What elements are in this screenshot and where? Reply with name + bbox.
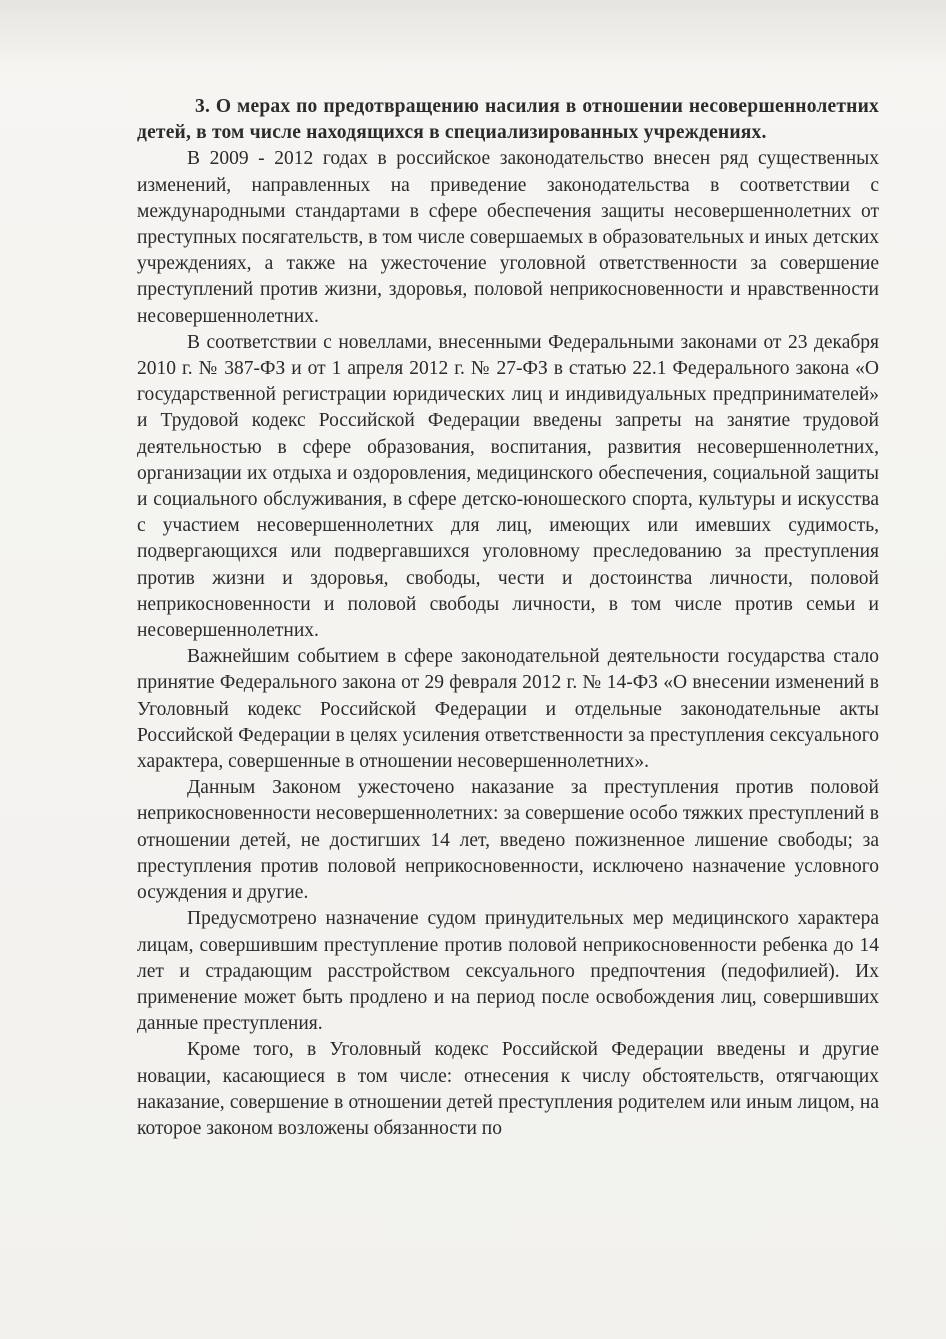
paragraph-6: Кроме того, в Уголовный кодекс Российской Федерации введены и другие новации, касающиеся в том числе: отнесения к числу обстоятельств, отягчающих наказание, совершение в отношении детей преступления родителем или иным лицом, на которое законом возложены обязанности по [137,1039,879,1139]
section-heading: 3. О мерах по предотвращению насилия в отношении несовершеннолетних детей, в том числе находящихся в специализированных учреждениях. [137,96,879,144]
paragraph-2: В соответствии с новеллами, внесенными Федеральными законами от 23 декабря 2010 г. № 387-ФЗ и от 1 апреля 2012 г. № 27-ФЗ в статью 22.1 Федерального закона «О государственной регистрации юридических лиц и индивидуальных предпринимателей» и Трудовой кодекс Российской Федерации введены запреты на занятие трудовой деятельностью в сфере образования, воспитания, развития несовершеннолетних, организации их отдыха и оздоровления, медицинского обеспечения, социальной защиты и социального обслуживания, в сфере детско-юношеского спорта, культуры и искусства с участием несовершеннолетних для лиц, имеющих или имевших судимость, подвергающихся или подвергавшихся уголовному преследованию за преступления против жизни и здоровья, свободы, чести и достоинства личности, половой неприкосновенности и половой свободы личности, в том числе против семьи и несовершеннолетних. [137,331,879,642]
paragraph-5: Предусмотрено назначение судом принудительных мер медицинского характера лицам, совершившим преступление против половой неприкосновенности ребенка до 14 лет и страдающим расстройством сексуального предпочтения (педофилией). Их применение может быть продлено и на период после освобождения лиц, совершивших данные преступления. [137,908,879,1035]
paragraph-1: В 2009 - 2012 годах в российское законодательство внесен ряд существенных изменений, направленных на приведение законодательства в соответствии с международными стандартами в сфере обеспечения защиты несовершеннолетних от преступных посягательств, в том числе совершаемых в образовательных и иных детских учреждениях, а также на ужесточение уголовной ответственности за совершение преступлений против жизни, здоровья, половой неприкосновенности и нравственности несовершеннолетних. [137,148,879,327]
document-body [137,94,879,1142]
paragraph-4: Данным Законом ужесточено наказание за преступления против половой неприкосновенности несовершеннолетних: за совершение особо тяжких преступлений в отношении детей, не достигших 14 лет, введено пожизненное лишение свободы; за преступления против половой неприкосновенности, исключено назначение условного осуждения и другие. [137,777,879,904]
paragraph-3: Важнейшим событием в сфере законодательной деятельности государства стало принятие Федерального закона от 29 февраля 2012 г. № 14-ФЗ «О внесении изменений в Уголовный кодекс Российской Федерации и отдельные законодательные акты Российской Федерации в целях усиления ответственности за преступления сексуального характера, совершенные в отношении несовершеннолетних». [137,646,879,773]
scan-edge-shadow [0,0,946,70]
